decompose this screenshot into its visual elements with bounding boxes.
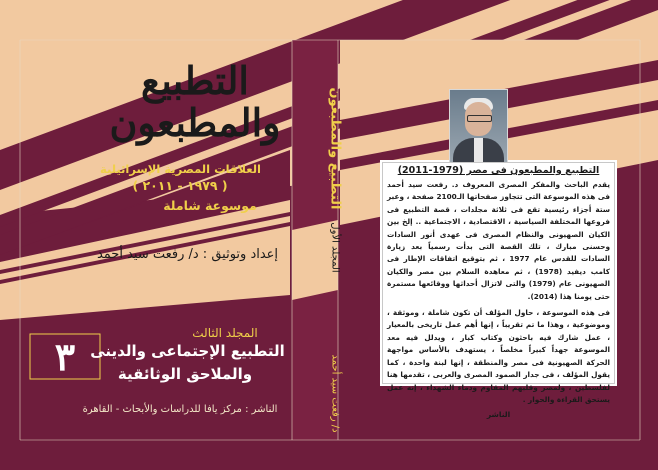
front-author-line: إعداد وتوثيق : د/ رفعت سيد أحمد [96, 247, 279, 262]
back-blurb [382, 162, 615, 420]
author-portrait-icon [449, 89, 508, 163]
front-title: التطبيع والمطبعون [109, 58, 281, 145]
portrait-glasses [467, 115, 492, 122]
front-publisher: الناشر : مركز يافا للدراسات والأبحاث - القاهرة [82, 404, 278, 415]
volume-label: المجلد الثالث [192, 326, 258, 340]
blurb-paragraph-1: يقدم الباحث والمفكر المصرى المعروف د. رفعت سيد أحمد فى هذه الموسوعة التى تتجاوز صفحاتها الـ2100 صفحة ، وعبر ستة أجزاء رئيسية تقع فى ثلاثة مجلدات ، قصة التطبيع فى فروعها المختلفة السياسية ، الاقتصادية ، الاجتماعية .. إلخ بين الكيان الصهيونى والنظام المصرى فى عهدى أنور السادات وحسنى مبارك ، تلك القصة التى بدأت رسمياً بعد زيارة السادات للقدس عام 1977 ، ثم بتوقيع اتفاقات الإطار فى كامب ديفيد (1978) ، ثم معاهدة السلام بين مصر والكيان الصهيونى عام (1979) والتى لاتزال أحداثها ووقائعها مستمرة حتى يومنا هذا (2014). [387, 180, 611, 301]
blurb-title: التطبيع والمطبعون فى مصر (1979-2011) [397, 165, 600, 176]
spine-volume: المجلد الأول [329, 222, 341, 273]
front-years: ( ١٩٧٩ - ٢٠١١ ) [132, 178, 228, 193]
spine-title: التطبيع والمطبعون [327, 87, 343, 210]
volume-title-line-2: والملاحق الوثائقية [117, 365, 253, 383]
spine-author: د/ رفعت سيد أحمد [329, 354, 341, 433]
portrait-shirt [474, 138, 483, 162]
volume-title-line-1: التطبيع الإجتماعى والدينى [90, 342, 285, 360]
front-series: موسوعة شاملة [163, 198, 257, 213]
blurb-publisher-sign: الناشر [486, 410, 511, 420]
blurb-paragraph-2: فى هذه الموسوعة ، حاول المؤلف أن تكون شاملة ، وموثقة ، وموضوعية ، وهذا ما تم تقريباً ، إنها أهم عمل تاريخى بالمعيار ، عمل شارك فيه باحثون وكتاب كبار ، ويدلل فيه معد الموسوعة جهداً كبيراً مخلصاً ، يستهدف بالأساس مواجهة الحركة الصهيونية فى مصر والمنطقة ، إنها لبنة واحدة ، كما يقول المؤلف ، فى جدار الصمود المصرى والعربى ، تقدمها هنا لفلسطين ، ولمصر وقلبهم المقاوم ودماء الشهداء ، إنه عمل يستحق القراءة والحوار . [387, 308, 610, 404]
front-subtitle: العلاقات المصرية الإسرائيلية [100, 162, 261, 176]
volume-number: ٣ [54, 334, 76, 379]
